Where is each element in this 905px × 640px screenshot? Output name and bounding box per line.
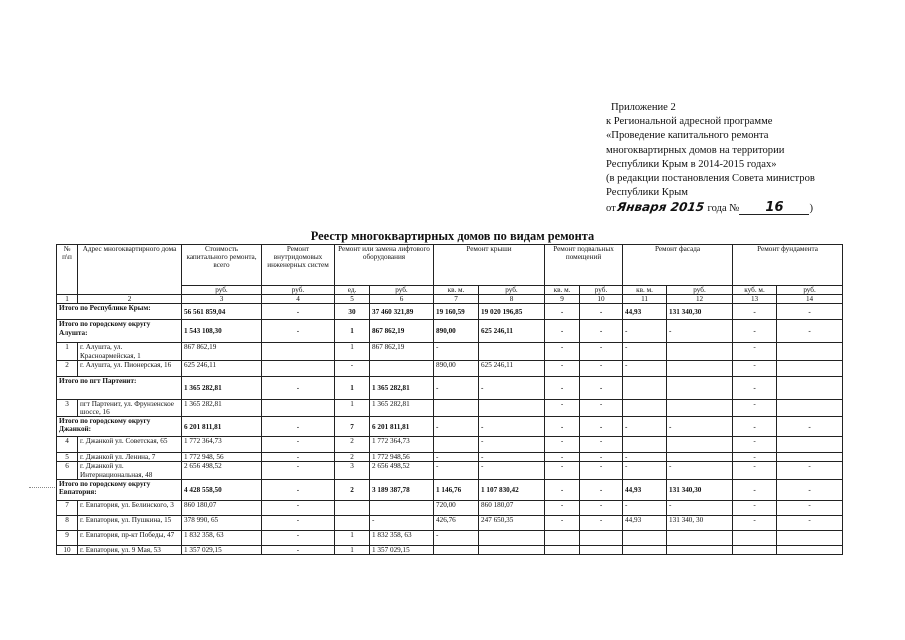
column-number: 6 xyxy=(370,295,434,304)
value-cell: 56 561 859,04 xyxy=(182,304,262,320)
value-cell: - xyxy=(580,360,623,376)
value-cell: - xyxy=(479,453,545,462)
value-cell: - xyxy=(479,417,545,437)
value-cell xyxy=(623,530,667,545)
unit-cell: руб. xyxy=(262,286,335,295)
address-cell: г. Алушта, ул. Пионерская, 16 xyxy=(78,360,182,376)
value-cell xyxy=(667,343,733,360)
value-cell: 44,93 xyxy=(623,479,667,500)
value-cell: - xyxy=(479,376,545,399)
value-cell: 1 107 830,42 xyxy=(479,479,545,500)
value-cell: - xyxy=(667,462,733,479)
value-cell: - xyxy=(545,376,580,399)
header-cell: Ремонт подвальных помещений xyxy=(545,245,623,286)
unit-cell: руб. xyxy=(182,286,262,295)
value-cell: - xyxy=(733,304,777,320)
value-cell: - xyxy=(623,343,667,360)
value-cell: - xyxy=(733,376,777,399)
appendix-line: «Проведение капитального ремонта xyxy=(606,130,769,142)
value-cell: - xyxy=(733,479,777,500)
value-cell: 2 656 498,52 xyxy=(370,462,434,479)
appendix-line: Приложение 2 xyxy=(611,102,676,113)
value-cell: - xyxy=(580,376,623,399)
value-cell xyxy=(777,453,843,462)
value-cell: 247 650,35 xyxy=(479,515,545,530)
appendix-block xyxy=(606,101,876,217)
value-cell: - xyxy=(733,515,777,530)
value-cell xyxy=(434,399,479,416)
appendix-line: (в редакции постановления Совета министров xyxy=(606,173,815,185)
address-cell: пгт Партенит, ул. Фрунзенское шоссе, 16 xyxy=(78,399,182,416)
value-cell: - xyxy=(623,453,667,462)
table-row xyxy=(57,437,843,453)
header-cell: Адрес многоквартирного дома xyxy=(78,245,182,295)
value-cell: - xyxy=(434,417,479,437)
value-cell xyxy=(667,530,733,545)
margin-mark xyxy=(29,487,55,488)
column-number: 11 xyxy=(623,295,667,304)
value-cell: 30 xyxy=(335,304,370,320)
value-cell: - xyxy=(262,304,335,320)
value-cell xyxy=(777,545,843,554)
value-cell: 625 246,11 xyxy=(182,360,262,376)
header-cell: Ремонт крыши xyxy=(434,245,545,286)
value-cell: 19 020 196,85 xyxy=(479,304,545,320)
value-cell: 1 146,76 xyxy=(434,479,479,500)
value-cell: - xyxy=(733,360,777,376)
value-cell: 378 990, 65 xyxy=(182,515,262,530)
value-cell xyxy=(580,530,623,545)
header-cell: № п\п xyxy=(57,245,78,295)
value-cell: - xyxy=(580,304,623,320)
value-cell: 2 xyxy=(335,479,370,500)
address-cell: г. Джанкой ул. Интернациональная, 48 xyxy=(78,462,182,479)
value-cell xyxy=(667,545,733,554)
column-number: 8 xyxy=(479,295,545,304)
header-cell: Ремонт или замена лифтового оборудования xyxy=(335,245,434,286)
value-cell: 19 160,59 xyxy=(434,304,479,320)
table-body xyxy=(57,245,843,555)
value-cell: - xyxy=(434,530,479,545)
value-cell: - xyxy=(370,515,434,530)
value-cell: - xyxy=(580,500,623,515)
value-cell: 2 656 498,52 xyxy=(182,462,262,479)
value-cell: 867 862,19 xyxy=(370,320,434,343)
table-row xyxy=(57,453,843,462)
subtotal-row xyxy=(57,376,843,399)
value-cell xyxy=(667,360,733,376)
registry-table xyxy=(56,244,843,555)
value-cell: - xyxy=(479,462,545,479)
column-number: 13 xyxy=(733,295,777,304)
handwritten-date: Января 2015 xyxy=(615,200,705,215)
value-cell xyxy=(370,360,434,376)
value-cell: 131 340,30 xyxy=(667,479,733,500)
value-cell xyxy=(545,530,580,545)
value-cell: - xyxy=(545,515,580,530)
address-cell: г. Джанкой ул. Советская, 65 xyxy=(78,437,182,453)
subtotal-label: Итого по городскому округу Алушта: xyxy=(57,320,182,343)
value-cell: 4 428 558,50 xyxy=(182,479,262,500)
value-cell: - xyxy=(262,479,335,500)
value-cell: 1 365 282,81 xyxy=(182,399,262,416)
value-cell xyxy=(370,500,434,515)
value-cell: 1 xyxy=(335,343,370,360)
value-cell: - xyxy=(262,515,335,530)
subtotal-row xyxy=(57,320,843,343)
value-cell: 1 365 282,81 xyxy=(370,399,434,416)
appendix-line: к Региональной адресной программе xyxy=(606,116,773,128)
value-cell: - xyxy=(262,453,335,462)
value-cell: - xyxy=(545,360,580,376)
unit-cell: ед. xyxy=(335,286,370,295)
value-cell xyxy=(580,545,623,554)
handwritten-number: 16 xyxy=(739,202,809,215)
value-cell xyxy=(335,500,370,515)
value-cell: - xyxy=(623,417,667,437)
close-paren: ) xyxy=(809,203,813,215)
value-cell: 1 832 358, 63 xyxy=(370,530,434,545)
row-number: 2 xyxy=(57,360,78,376)
row-number: 10 xyxy=(57,545,78,554)
address-cell: г. Евпатория, ул. 9 Мая, 53 xyxy=(78,545,182,554)
value-cell: 2 xyxy=(335,453,370,462)
value-cell: 1 772 364,73 xyxy=(182,437,262,453)
value-cell: - xyxy=(545,462,580,479)
column-number: 9 xyxy=(545,295,580,304)
column-number: 5 xyxy=(335,295,370,304)
value-cell: - xyxy=(434,376,479,399)
value-cell: 131 340,30 xyxy=(667,304,733,320)
value-cell: - xyxy=(733,417,777,437)
value-cell: - xyxy=(262,530,335,545)
subtotal-row xyxy=(57,479,843,500)
value-cell xyxy=(479,343,545,360)
value-cell xyxy=(777,360,843,376)
value-cell xyxy=(545,545,580,554)
from-prefix: от xyxy=(606,203,616,215)
subtotal-label: Итого по городскому округу Джанкой: xyxy=(57,417,182,437)
value-cell: - xyxy=(262,320,335,343)
value-cell: - xyxy=(623,462,667,479)
address-cell: г. Джанкой ул. Ленина, 7 xyxy=(78,453,182,462)
unit-cell: руб. xyxy=(777,286,843,295)
value-cell xyxy=(479,399,545,416)
value-cell: 867 862,19 xyxy=(370,343,434,360)
value-cell: - xyxy=(434,343,479,360)
value-cell xyxy=(623,437,667,453)
value-cell: 1 xyxy=(335,399,370,416)
value-cell: 6 201 811,81 xyxy=(370,417,434,437)
column-number: 3 xyxy=(182,295,262,304)
value-cell: - xyxy=(733,453,777,462)
value-cell: - xyxy=(777,479,843,500)
value-cell: 37 460 321,89 xyxy=(370,304,434,320)
value-cell xyxy=(623,376,667,399)
subtotal-row xyxy=(57,304,843,320)
value-cell xyxy=(667,453,733,462)
value-cell: 1 832 358, 63 xyxy=(182,530,262,545)
value-cell: - xyxy=(262,376,335,399)
value-cell: - xyxy=(580,417,623,437)
value-cell: 860 180,07 xyxy=(479,500,545,515)
value-cell: - xyxy=(623,320,667,343)
row-number: 4 xyxy=(57,437,78,453)
value-cell xyxy=(667,399,733,416)
header-row xyxy=(57,245,843,286)
value-cell: 1 xyxy=(335,376,370,399)
unit-cell: куб. м. xyxy=(733,286,777,295)
value-cell: - xyxy=(667,417,733,437)
value-cell: - xyxy=(580,479,623,500)
unit-cell: кв. м. xyxy=(434,286,479,295)
decree-reference xyxy=(606,200,876,216)
year-suffix: года № xyxy=(707,203,740,215)
page-title: Реестр многоквартирных домов по видам ремонта xyxy=(310,229,595,243)
value-cell: - xyxy=(733,437,777,453)
column-number: 7 xyxy=(434,295,479,304)
value-cell xyxy=(777,376,843,399)
value-cell: - xyxy=(580,399,623,416)
value-cell xyxy=(667,437,733,453)
value-cell: 1 365 282,81 xyxy=(370,376,434,399)
value-cell: - xyxy=(545,479,580,500)
header-cell: Стоимость капитального ремонта, всего xyxy=(182,245,262,286)
value-cell xyxy=(667,376,733,399)
address-cell: г. Алушта, ул. Красноармейская, 1 xyxy=(78,343,182,360)
row-number: 1 xyxy=(57,343,78,360)
table-row xyxy=(57,360,843,376)
unit-cell: кв. м. xyxy=(623,286,667,295)
value-cell xyxy=(434,545,479,554)
value-cell: - xyxy=(623,500,667,515)
unit-cell: руб. xyxy=(667,286,733,295)
value-cell: - xyxy=(580,320,623,343)
value-cell: 890,00 xyxy=(434,360,479,376)
appendix-line: Республики Крым в 2014-2015 годах» xyxy=(606,158,777,170)
value-cell: - xyxy=(545,453,580,462)
value-cell: - xyxy=(733,462,777,479)
value-cell: 720,00 xyxy=(434,500,479,515)
value-cell: - xyxy=(733,500,777,515)
unit-cell: руб. xyxy=(580,286,623,295)
value-cell: - xyxy=(262,545,335,554)
value-cell xyxy=(434,437,479,453)
value-cell: - xyxy=(262,437,335,453)
value-cell xyxy=(479,545,545,554)
value-cell: - xyxy=(545,417,580,437)
value-cell: - xyxy=(777,515,843,530)
value-cell xyxy=(777,343,843,360)
subtotal-label: Итого по пгт Партенит: xyxy=(57,376,182,399)
value-cell: - xyxy=(777,304,843,320)
value-cell: - xyxy=(335,360,370,376)
table-row xyxy=(57,399,843,416)
table-row xyxy=(57,515,843,530)
value-cell: 1 xyxy=(335,530,370,545)
column-number: 10 xyxy=(580,295,623,304)
address-cell: г. Евпатория, ул. Белинского, 3 xyxy=(78,500,182,515)
value-cell xyxy=(623,545,667,554)
unit-cell: руб. xyxy=(479,286,545,295)
value-cell xyxy=(262,343,335,360)
value-cell xyxy=(777,399,843,416)
value-cell: - xyxy=(580,343,623,360)
value-cell: - xyxy=(777,417,843,437)
value-cell: 426,76 xyxy=(434,515,479,530)
row-number: 7 xyxy=(57,500,78,515)
row-number: 8 xyxy=(57,515,78,530)
value-cell: 2 xyxy=(335,437,370,453)
value-cell: 1 xyxy=(335,320,370,343)
row-number: 5 xyxy=(57,453,78,462)
value-cell: - xyxy=(580,453,623,462)
header-cell: Ремонт внутридомовых инженерных систем xyxy=(262,245,335,286)
value-cell: 1 357 029,15 xyxy=(370,545,434,554)
value-cell: 44,93 xyxy=(623,515,667,530)
header-cell: Ремонт фундамента xyxy=(733,245,843,286)
table-row xyxy=(57,500,843,515)
value-cell xyxy=(777,437,843,453)
value-cell: - xyxy=(479,437,545,453)
value-cell: - xyxy=(777,462,843,479)
value-cell: 44,93 xyxy=(623,304,667,320)
unit-cell: кв. м. xyxy=(545,286,580,295)
unit-cell: руб. xyxy=(370,286,434,295)
value-cell xyxy=(262,399,335,416)
value-cell: - xyxy=(434,462,479,479)
value-cell: - xyxy=(777,500,843,515)
value-cell: - xyxy=(545,399,580,416)
subtotal-row xyxy=(57,417,843,437)
table-row xyxy=(57,545,843,554)
value-cell: - xyxy=(545,437,580,453)
value-cell: - xyxy=(580,437,623,453)
subtotal-label: Итого по городскому округу Евпатория: xyxy=(57,479,182,500)
column-number: 14 xyxy=(777,295,843,304)
row-number: 3 xyxy=(57,399,78,416)
value-cell xyxy=(335,515,370,530)
value-cell: - xyxy=(733,399,777,416)
value-cell: 625 246,11 xyxy=(479,320,545,343)
value-cell: - xyxy=(733,343,777,360)
value-cell xyxy=(479,530,545,545)
value-cell: - xyxy=(580,515,623,530)
value-cell: 867 862,19 xyxy=(182,343,262,360)
column-number: 2 xyxy=(78,295,182,304)
value-cell: 1 365 282,81 xyxy=(182,376,262,399)
value-cell: - xyxy=(434,453,479,462)
value-cell: - xyxy=(545,304,580,320)
value-cell xyxy=(733,530,777,545)
value-cell: 7 xyxy=(335,417,370,437)
value-cell: 131 340, 30 xyxy=(667,515,733,530)
column-number: 12 xyxy=(667,295,733,304)
value-cell: 860 180,07 xyxy=(182,500,262,515)
value-cell: - xyxy=(777,320,843,343)
value-cell: 1 xyxy=(335,545,370,554)
header-cell: Ремонт фасада xyxy=(623,245,733,286)
value-cell: 1 357 029,15 xyxy=(182,545,262,554)
column-number: 4 xyxy=(262,295,335,304)
value-cell: - xyxy=(580,462,623,479)
value-cell: 890,00 xyxy=(434,320,479,343)
value-cell xyxy=(623,399,667,416)
value-cell: - xyxy=(545,500,580,515)
address-cell: г. Евпатория, пр-кт Победы, 47 xyxy=(78,530,182,545)
value-cell: - xyxy=(623,360,667,376)
address-cell: г. Евпатория, ул. Пушкина, 15 xyxy=(78,515,182,530)
value-cell: 6 201 811,81 xyxy=(182,417,262,437)
appendix-line: Республики Крым xyxy=(606,187,688,199)
row-number: 6 xyxy=(57,462,78,479)
value-cell: - xyxy=(667,320,733,343)
value-cell: - xyxy=(545,343,580,360)
value-cell: - xyxy=(262,417,335,437)
value-cell: - xyxy=(733,320,777,343)
value-cell xyxy=(262,360,335,376)
value-cell: - xyxy=(545,320,580,343)
value-cell xyxy=(733,545,777,554)
value-cell: 1 772 948, 56 xyxy=(182,453,262,462)
value-cell: 1 772 948,56 xyxy=(370,453,434,462)
table-row xyxy=(57,530,843,545)
value-cell: - xyxy=(262,500,335,515)
value-cell xyxy=(777,530,843,545)
value-cell: 1 772 364,73 xyxy=(370,437,434,453)
subtotal-label: Итого по Республике Крым: xyxy=(57,304,182,320)
value-cell: 625 246,11 xyxy=(479,360,545,376)
value-cell: 1 543 108,30 xyxy=(182,320,262,343)
value-cell: - xyxy=(262,462,335,479)
row-number: 9 xyxy=(57,530,78,545)
value-cell: 3 189 387,78 xyxy=(370,479,434,500)
table-row xyxy=(57,462,843,479)
value-cell: 3 xyxy=(335,462,370,479)
value-cell: - xyxy=(667,500,733,515)
appendix-line: многоквартирных домов на территории xyxy=(606,144,785,156)
column-number: 1 xyxy=(57,295,78,304)
table-row xyxy=(57,343,843,360)
column-number-row xyxy=(57,295,843,304)
